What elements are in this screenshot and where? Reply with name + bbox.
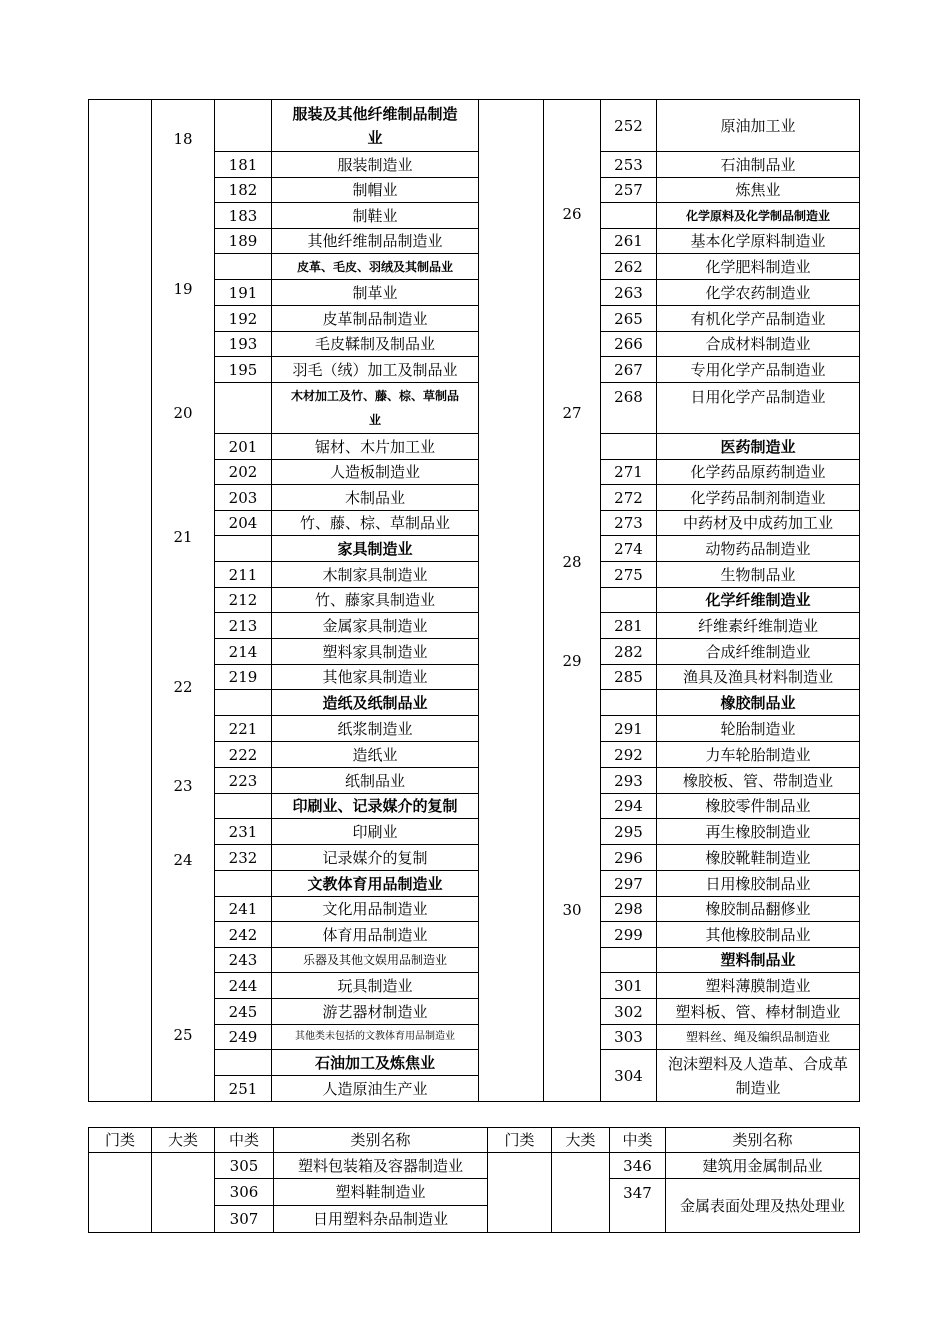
- major-category-code: 23: [173, 776, 193, 795]
- category-name: 橡胶制品翻修业: [705, 900, 811, 918]
- mid-category-code: [601, 948, 656, 972]
- mid-category-code: 299: [614, 925, 643, 944]
- mid-category-code: 291: [614, 719, 643, 738]
- category-name: 建筑用金属制品业: [702, 1156, 823, 1175]
- grid-line: [88, 1232, 860, 1233]
- section-heading: 印刷业、记录媒介的复制: [292, 797, 458, 815]
- category-name: 印刷业: [352, 822, 398, 841]
- category-name: 塑料鞋制造业: [335, 1183, 426, 1201]
- category-name: 木制家具制造业: [322, 565, 428, 584]
- mid-category-code: [215, 794, 271, 818]
- mid-category-code: 295: [614, 822, 643, 841]
- mid-category-code: 267: [614, 360, 643, 379]
- mid-category-code: 306: [229, 1183, 259, 1201]
- category-name: 泡沫塑料及人造革、合成革制造业: [667, 1054, 848, 1097]
- category-name: 有机化学产品制造业: [690, 309, 826, 328]
- section-heading: 文教体育用品制造业: [307, 874, 443, 893]
- mid-category-code: [215, 254, 271, 279]
- category-name: 其他纤维制品制造业: [307, 232, 443, 250]
- mid-category-code: [601, 588, 656, 612]
- category-name: 其他家具制造业: [322, 668, 428, 686]
- mid-category-code: 303: [614, 1028, 643, 1046]
- section-heading: 木材加工及竹、藤、棕、草制品业: [290, 389, 459, 427]
- mid-category-code: 245: [228, 1002, 258, 1021]
- mid-category-code: 271: [614, 463, 643, 481]
- mid-category-code: 202: [228, 463, 258, 481]
- mid-category-code: 298: [614, 900, 643, 918]
- major-category-code: 30: [562, 900, 582, 919]
- category-name: 乐器及其他文娱用品制造业: [302, 953, 447, 967]
- mid-category-code: 192: [228, 309, 258, 328]
- category-name: 动物药品制造业: [705, 539, 811, 558]
- mid-category-code: [215, 1050, 271, 1075]
- mid-category-code: 305: [229, 1156, 259, 1175]
- category-name: 游艺器材制造业: [322, 1002, 428, 1021]
- major-category-code: 29: [562, 651, 582, 670]
- mid-category-code: [601, 434, 656, 459]
- category-name: 橡胶靴鞋制造业: [705, 848, 811, 867]
- section-heading: 塑料制品业: [720, 951, 796, 969]
- mid-category-code: 294: [614, 797, 643, 815]
- category-name: 其他橡胶制品业: [705, 925, 811, 944]
- category-name: 造纸业: [352, 745, 398, 764]
- category-name: 记录媒介的复制: [322, 848, 428, 867]
- category-name: 纤维素纤维制造业: [697, 616, 818, 635]
- mid-category-code: 242: [228, 925, 258, 944]
- major-category-code: 19: [173, 279, 193, 298]
- mid-category-code: 232: [228, 848, 258, 867]
- category-name: 玩具制造业: [337, 976, 413, 995]
- mid-category-code: 265: [614, 309, 643, 328]
- category-name: 塑料板、管、棒材制造业: [675, 1002, 841, 1021]
- section-heading: 橡胶制品业: [720, 693, 796, 712]
- major-category-code: 27: [562, 403, 582, 422]
- mid-category-code: 241: [228, 900, 258, 918]
- mid-category-code: 219: [228, 668, 258, 686]
- major-category-code: 22: [173, 677, 193, 696]
- column-header: 中类: [622, 1131, 653, 1149]
- mid-category-code: 252: [614, 116, 643, 135]
- category-name: 金属表面处理及热处理业: [679, 1196, 845, 1215]
- grid-line: [214, 1101, 479, 1102]
- mid-category-code: 293: [614, 771, 643, 790]
- section-heading: 化学纤维制造业: [705, 591, 811, 609]
- mid-category-code: 268: [614, 388, 643, 406]
- category-name: 塑料丝、绳及编织品制造业: [685, 1030, 830, 1044]
- mid-category-code: 297: [614, 874, 643, 893]
- category-name: 文化用品制造业: [322, 900, 428, 918]
- mid-category-code: 212: [228, 591, 258, 609]
- mid-category-code: 189: [228, 232, 258, 250]
- category-name: 人造板制造业: [329, 463, 420, 481]
- mid-category-code: 231: [228, 822, 258, 841]
- category-name: 制帽业: [352, 181, 398, 199]
- major-category-code: 24: [173, 850, 193, 869]
- mid-category-code: 275: [614, 565, 643, 584]
- mid-category-code: 273: [614, 514, 643, 532]
- category-name: 毛皮鞣制及制品业: [314, 335, 435, 353]
- mid-category-code: 296: [614, 848, 643, 867]
- category-name: 化学药品制剂制造业: [690, 488, 826, 507]
- category-name: 纸浆制造业: [337, 719, 413, 738]
- category-name: 轮胎制造业: [720, 719, 796, 738]
- major-category-code: 20: [173, 403, 193, 422]
- mid-category-code: 266: [614, 335, 643, 353]
- mid-category-code: 222: [228, 745, 258, 764]
- mid-category-code: [215, 690, 271, 715]
- mid-category-code: 262: [614, 257, 643, 276]
- mid-category-code: 257: [614, 181, 643, 199]
- category-name: 其他类未包括的文教体育用品制造业: [295, 1031, 455, 1042]
- category-name: 锯材、木片加工业: [314, 437, 435, 456]
- category-name: 橡胶板、管、带制造业: [682, 771, 833, 790]
- category-name: 渔具及渔具材料制造业: [682, 668, 833, 686]
- mid-category-code: 301: [614, 976, 643, 995]
- category-name: 人造原油生产业: [322, 1079, 428, 1098]
- mid-category-code: 282: [614, 642, 643, 661]
- category-name: 橡胶零件制品业: [705, 797, 811, 815]
- mid-category-code: 183: [228, 206, 258, 225]
- mid-category-code: 181: [228, 155, 258, 174]
- section-heading: 造纸及纸制品业: [322, 693, 428, 712]
- major-category-code: 26: [562, 204, 582, 223]
- mid-category-code: 263: [614, 283, 643, 302]
- mid-category-code: 244: [228, 976, 258, 995]
- mid-category-code: 304: [614, 1066, 643, 1085]
- category-name: 炼焦业: [735, 181, 781, 199]
- mid-category-code: 261: [614, 232, 643, 250]
- category-name: 生物制品业: [720, 565, 796, 584]
- section-heading: 医药制造业: [720, 437, 796, 456]
- column-header: 中类: [228, 1131, 259, 1149]
- category-name: 基本化学原料制造业: [690, 232, 826, 250]
- category-name: 化学农药制造业: [705, 283, 811, 302]
- mid-category-code: 211: [228, 565, 258, 584]
- mid-category-code: 272: [614, 488, 643, 507]
- category-name: 日用塑料杂品制造业: [312, 1210, 448, 1228]
- mid-category-code: [601, 203, 656, 228]
- column-header: 类别名称: [350, 1131, 411, 1149]
- category-name: 羽毛（绒）加工及制品业: [292, 360, 458, 379]
- grid-line: [151, 99, 152, 1102]
- section-heading: 化学原料及化学制品制造业: [685, 208, 830, 223]
- mid-category-code: 251: [228, 1079, 258, 1098]
- category-name: 竹、藤家具制造业: [314, 591, 435, 609]
- category-name: 木制品业: [344, 488, 405, 507]
- mid-category-code: 193: [228, 335, 258, 353]
- major-category-code: 25: [173, 1025, 193, 1044]
- mid-category-code: 182: [228, 181, 258, 199]
- mid-category-code: 213: [228, 616, 258, 635]
- category-name: 服装制造业: [337, 155, 413, 174]
- grid-line: [478, 99, 479, 1102]
- mid-category-code: 203: [228, 488, 258, 507]
- category-name: 再生橡胶制造业: [705, 822, 811, 841]
- category-name: 化学肥料制造业: [705, 257, 811, 276]
- mid-category-code: 274: [614, 539, 643, 558]
- category-name: 纸制品业: [344, 771, 405, 790]
- column-header: 类别名称: [732, 1131, 793, 1149]
- mid-category-code: 221: [228, 719, 258, 738]
- grid-line: [88, 99, 89, 1102]
- mid-category-code: 281: [614, 616, 643, 635]
- category-name: 制革业: [352, 283, 398, 302]
- category-name: 塑料包装箱及容器制造业: [297, 1156, 463, 1175]
- column-header: 门类: [104, 1131, 135, 1149]
- mid-category-code: 201: [228, 437, 258, 456]
- mid-category-code: [215, 536, 271, 561]
- grid-line: [543, 99, 544, 1102]
- mid-category-code: 214: [228, 642, 258, 661]
- major-category-code: 18: [173, 129, 193, 148]
- category-name: 塑料家具制造业: [322, 642, 428, 661]
- mid-category-code: 191: [228, 283, 258, 302]
- mid-category-code: 195: [228, 360, 258, 379]
- grid-line: [600, 1101, 860, 1102]
- category-name: 专用化学产品制造业: [690, 360, 826, 379]
- category-name: 竹、藤、棕、草制品业: [299, 514, 450, 532]
- major-category-code: 28: [562, 552, 582, 571]
- mid-category-code: 307: [229, 1210, 259, 1228]
- section-heading: 家具制造业: [337, 539, 413, 558]
- category-name: 石油制品业: [720, 155, 796, 174]
- category-name: 体育用品制造业: [322, 925, 428, 944]
- mid-category-code: [215, 100, 271, 151]
- mid-category-code: [601, 690, 656, 715]
- category-name: 合成材料制造业: [705, 335, 811, 353]
- category-name: 原油加工业: [720, 116, 796, 135]
- major-category-code: 21: [173, 527, 193, 546]
- category-name: 塑料薄膜制造业: [705, 976, 811, 995]
- category-name: 制鞋业: [352, 206, 398, 225]
- mid-category-code: 249: [228, 1028, 258, 1046]
- mid-category-code: 285: [614, 668, 643, 686]
- category-name: 化学药品原药制造业: [690, 463, 826, 481]
- section-heading: 石油加工及炼焦业: [314, 1053, 435, 1072]
- category-name: 金属家具制造业: [322, 616, 428, 635]
- mid-category-code: 243: [228, 951, 258, 969]
- category-name: 日用化学产品制造业: [690, 388, 826, 406]
- category-name: 力车轮胎制造业: [705, 745, 811, 764]
- category-name: 中药材及中成药加工业: [682, 514, 833, 532]
- mid-category-code: 253: [614, 155, 643, 174]
- mid-category-code: 302: [614, 1002, 643, 1021]
- section-heading: 服装及其他纤维制品制造业: [292, 104, 458, 147]
- mid-category-code: 292: [614, 745, 643, 764]
- grid-line: [859, 1127, 860, 1233]
- grid-line: [859, 99, 860, 1102]
- column-header: 门类: [504, 1131, 535, 1149]
- mid-category-code: 347: [623, 1184, 652, 1202]
- mid-category-code: [215, 871, 271, 896]
- mid-category-code: 223: [228, 771, 258, 790]
- mid-category-code: 204: [228, 514, 258, 532]
- column-header: 大类: [167, 1131, 198, 1149]
- column-header: 大类: [565, 1131, 596, 1149]
- category-name: 日用橡胶制品业: [705, 874, 811, 893]
- section-heading: 皮革、毛皮、羽绒及其制品业: [296, 259, 453, 274]
- mid-category-code: [215, 383, 271, 433]
- category-name: 合成纤维制造业: [705, 642, 811, 661]
- mid-category-code: 346: [623, 1156, 652, 1175]
- category-name: 皮革制品制造业: [322, 309, 428, 328]
